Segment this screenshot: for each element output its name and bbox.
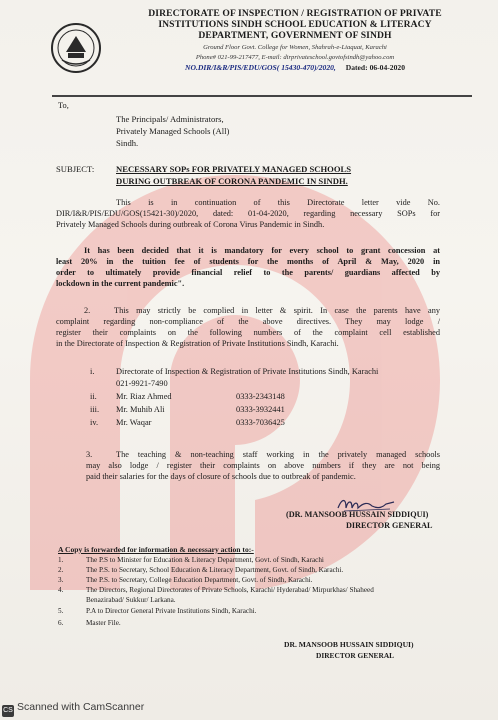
- to-label: To,: [58, 101, 69, 110]
- contact-number: iii.: [90, 405, 100, 414]
- contact-name: Mr. Waqar: [116, 418, 152, 427]
- header-address-1: Ground Floor Govt. College for Women, Shahrah-e-Liaquat, Karachi: [203, 43, 387, 51]
- paragraph-staff-complaints: [86, 450, 440, 461]
- para1-line-3: Privately Managed Schools during outbreak of Corona Virus Pandemic in Sindh.: [56, 219, 325, 229]
- copy-item-number: 5.: [58, 607, 64, 615]
- to-line-2: Privately Managed Schools (All): [116, 126, 230, 136]
- contact-number: i.: [90, 367, 95, 376]
- letterhead: [110, 8, 480, 73]
- contact-phone: 0333-7036425: [236, 418, 285, 427]
- footer-signatory-name: DR. MANSOOB HUSSAIN SIDDIQUI): [284, 640, 414, 649]
- header-address-2: Phone# 021-99-217477, E-mail: dirprivateschool.govtofsindh@yahoo.com: [195, 53, 395, 61]
- header-divider: [52, 95, 472, 97]
- copy-item-number: 1.: [58, 556, 64, 564]
- contact-name: Mr. Riaz Ahmed: [116, 392, 172, 401]
- para4-line-2: may also lodge / register their complaints on above numbers if they are not being: [86, 461, 440, 470]
- subject-line-2: DURING OUTBREAK OF CORONA PANDEMIC IN SINDH.: [116, 176, 348, 186]
- reference-line: [110, 63, 480, 73]
- para2-line-4: lockdown in the current pandemic".: [56, 278, 185, 288]
- copy-item-text: Master File.: [86, 619, 121, 627]
- header-line-3: DEPARTMENT, GOVERNMENT OF SINDH: [198, 30, 392, 42]
- para3-line-2: complaint regarding non-compliance of the above directives. They may lodge /: [56, 316, 440, 326]
- subject-label: SUBJECT:: [56, 164, 95, 174]
- copy-item-text: P.A to Director General Private Institutions Sindh, Karachi.: [86, 607, 257, 615]
- to-line-3: Sindh.: [116, 138, 139, 148]
- copy-item-number: 6.: [58, 619, 64, 627]
- copy-item-text: The Directors, Regional Directorates of Private Schools, Karachi/ Hyderabad/ Mirpurkhas/ Shaheed: [86, 586, 374, 594]
- paragraph-fee-concession: [56, 246, 440, 290]
- para3-line-4: in the Directorate of Inspection & Registration of Private Institutions Sindh, Karachi.: [56, 338, 339, 348]
- para4-number: 3.: [86, 450, 93, 459]
- copy-heading: A Copy is forwarded for information & necessary action to:-: [58, 545, 254, 554]
- copy-item-text: Benazirabad/ Sukkur/ Larkana.: [86, 596, 176, 604]
- copy-item-number: 2.: [58, 566, 64, 574]
- contact-number: iv.: [90, 418, 99, 427]
- contact-number: ii.: [90, 392, 97, 401]
- header-line-1: DIRECTORATE OF INSPECTION / REGISTRATION OF PRIVATE: [148, 8, 442, 19]
- paragraph-complaints: [56, 306, 440, 350]
- para1-line-2: DIR/I&R/PIS/EDU/GOS(15421-30)/2020, dated: 01-04-2020, regarding necessary SOPs for: [56, 208, 440, 218]
- copy-item-text: The P.S to Minister for Education & Literacy Department, Govt. of Sindh, Karachi: [86, 556, 324, 564]
- para2-line-2: least 20% in the tuition fee of students for the months of April & May, 2020 in: [56, 256, 440, 266]
- para1-line-1: This is in continuation of this Directorate letter vide No.: [116, 198, 440, 207]
- para2-line-3: order to ultimately provide financial relief to the parents/ guardians affected by: [56, 267, 440, 277]
- copy-item-text: The P.S. to Secretary, College Education Department, Govt. of Sindh, Karachi.: [86, 576, 313, 584]
- camscanner-text: Scanned with CamScanner: [17, 701, 145, 713]
- paragraph-staff-complaints-cont: [86, 461, 440, 483]
- copy-item-text: The P.S. to Secretary, School Education & Literacy Department, Govt. of Sindh, Karachi.: [86, 566, 344, 574]
- header-line-2: INSTITUTIONS SINDH SCHOOL EDUCATION & LITERACY: [158, 19, 432, 31]
- contact-phone: 0333-3932441: [236, 405, 285, 414]
- camscanner-label: [2, 701, 144, 717]
- contact-phone: 021-9921-7490: [116, 379, 168, 388]
- subject-line-1: NECESSARY SOPs FOR PRIVATELY MANAGED SCHOOLS: [116, 164, 352, 174]
- para2-line-1: It has been decided that it is mandatory for every school to grant concession at: [84, 246, 440, 255]
- sindh-government-seal-logo: [50, 22, 102, 74]
- letter-date: Dated: 06-04-2020: [345, 62, 405, 72]
- contact-name: Directorate of Inspection & Registration of Private Institutions Sindh, Karachi: [116, 367, 379, 376]
- reference-number: NO.DIR/I&R/PIS/EDU/GOS( 15430-470)/2020,: [184, 62, 336, 72]
- copy-item-number: 3.: [58, 576, 64, 584]
- para4-line-1: The teaching & non-teaching staff working in the privately managed schools: [116, 450, 440, 459]
- para3-line-3: register their complaints on the following numbers of the complaint cell established: [56, 327, 440, 337]
- copy-item-number: 4.: [58, 586, 64, 594]
- para3-number: 2.: [84, 306, 91, 315]
- camscanner-icon: CS: [2, 705, 14, 717]
- footer-signatory-title: DIRECTOR GENERAL: [316, 651, 395, 660]
- signatory-name: (DR. MANSOOB HUSSAIN SIDDIQUI): [286, 510, 429, 519]
- contact-name: Mr. Muhib Ali: [116, 405, 165, 414]
- paragraph-continuation: [56, 198, 440, 231]
- contact-phone: 0333-2343148: [236, 392, 285, 401]
- signatory-title: DIRECTOR GENERAL: [346, 521, 433, 530]
- para3-line-1: This may strictly be complied in letter & spirit. In case the parents have any: [114, 306, 440, 315]
- para4-line-3: paid their salaries for the days of closure of schools due to outbreak of pandemic.: [86, 471, 356, 481]
- to-line-1: The Principals/ Administrators,: [116, 114, 224, 124]
